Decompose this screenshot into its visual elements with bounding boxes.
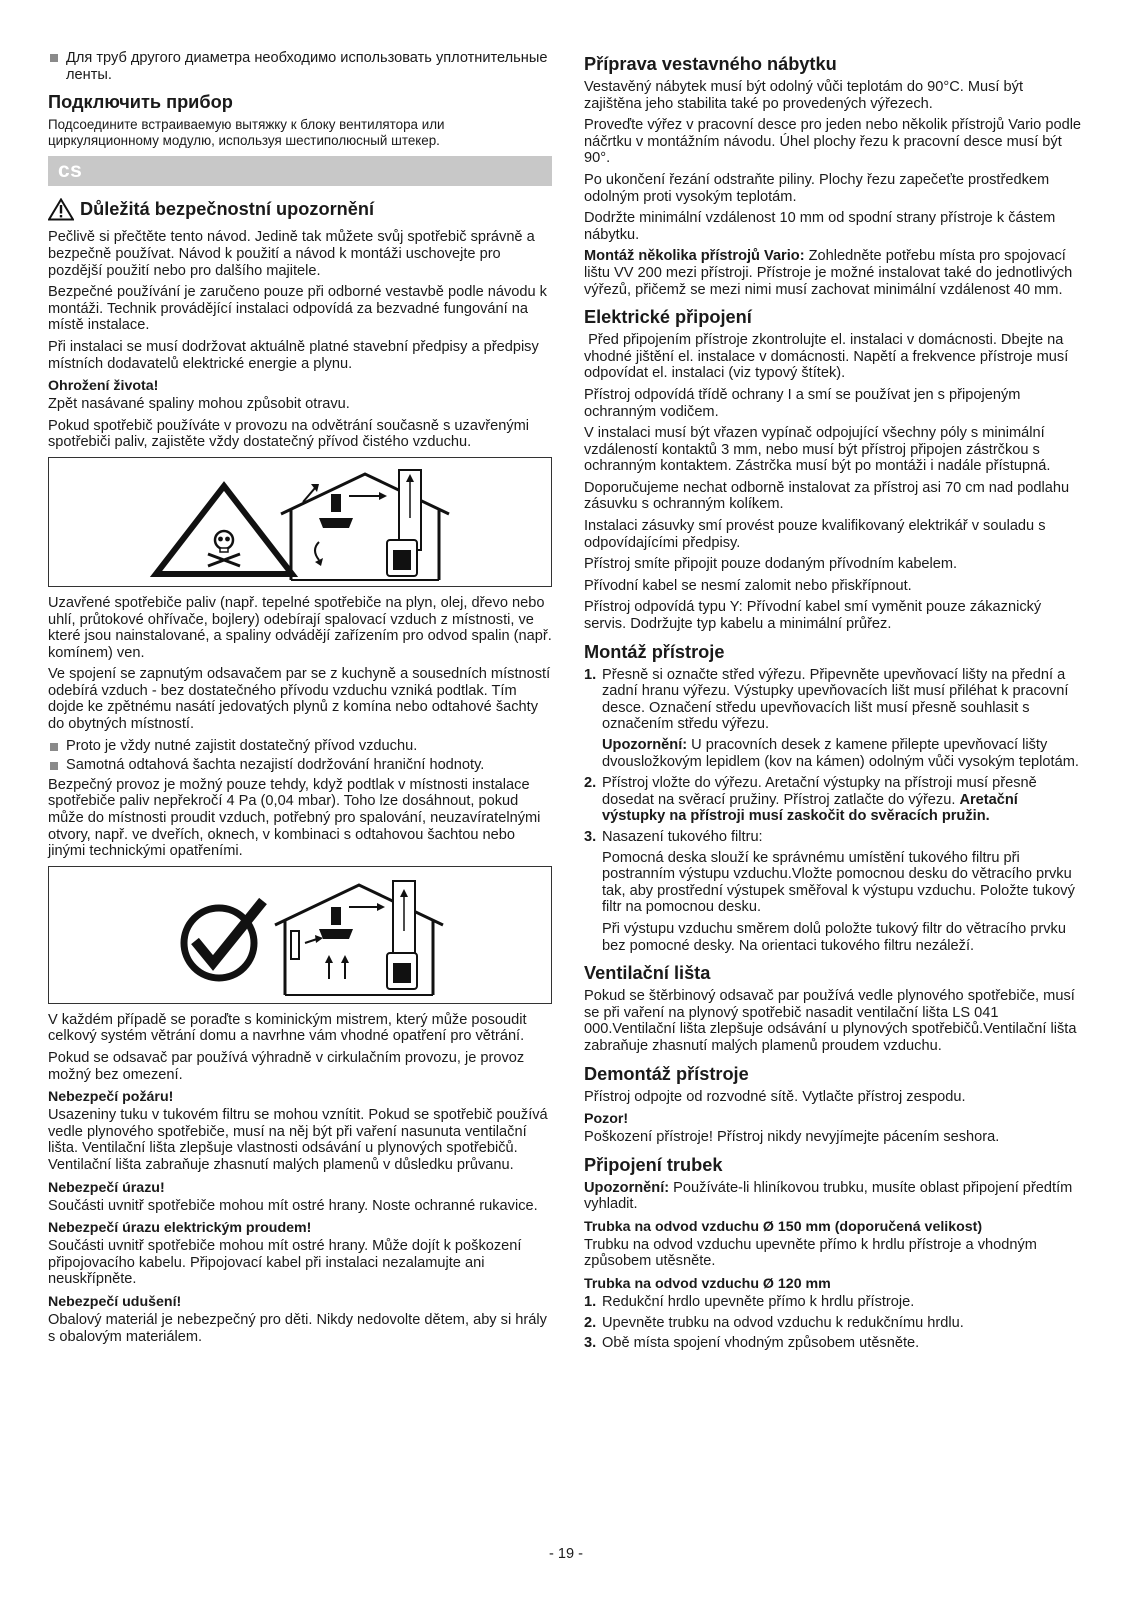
furniture-heading: Příprava vestavného nábytku	[584, 54, 837, 74]
note-label: Upozornění:	[584, 1179, 670, 1196]
step-text: Upevněte trubku na odvod vzduchu k redukčnímu hrdlu.	[602, 1314, 964, 1331]
ok-figure	[48, 866, 552, 1004]
note-label: Upozornění:	[602, 737, 688, 753]
numbered-step	[584, 775, 1084, 825]
paragraph: Ve spojení se zapnutým odsavačem par se z kuchyně a sousedních místností odebírá vzduch - bez dostatečného přívodu vzduchu vzniká podtlak. Tím dojde ke zpětnému nasátí jedovatých plynů z komína nebo odtahové šachty do obytných místností.	[48, 666, 551, 733]
paragraph: Zpět nasávané spaliny mohou způsobit otravu.	[48, 396, 350, 413]
paragraph: V každém případě se poraďte s kominickým mistrem, který může posoudit celkový systém větrání domu a navrhne vám vhodné opatření pro větrání.	[48, 1011, 527, 1045]
numbered-step	[584, 1315, 1084, 1332]
step-number: 2.	[584, 775, 597, 792]
paragraph: Přístroj smíte připojit pouze dodaným přívodním kabelem.	[584, 556, 958, 573]
paragraph: Součásti uvnitř spotřebiče mohou mít ostré hrany. Noste ochranné rukavice.	[48, 1197, 538, 1214]
step-number: 3.	[584, 1335, 597, 1352]
numbered-step	[584, 1335, 1084, 1352]
paragraph: Usazeniny tuku v tukovém filtru se mohou vznítit. Pokud se spotřebič používá vedle plynového spotřebiče, musí na něj být při vaření nasunuta ventilační lišta. Ventilační lišta zlepšuje vlastnosti odsávání u plynových spotřebičů. Ventilační lišta zabraňuje zhasnutí malých plamenů v důsledku průvanu.	[48, 1107, 548, 1173]
paragraph: Vestavěný nábytek musí být odolný vůči teplotám do 90°C. Musí být zajištěna jeho stabilita také po provedených výřezech.	[584, 79, 1024, 112]
bullet-square-icon	[50, 762, 58, 770]
mount-heading: Montáž přístroje	[584, 641, 725, 662]
paragraph: Při instalaci se musí dodržovat aktuálně platné stavební předpisy a předpisy místních dodavatelů elektrické energie a plynu.	[48, 338, 539, 372]
warning-triangle-icon	[48, 198, 74, 221]
step-text: Přesně si označte střed výřezu. Připevněte upevňovací lišty na přední a zadní hranu výřezu. Výstupky upevňovacích lišt musí přiléhat k pracovní desce. Označení středu upevňovacích lišt musí přesně souhlasit s označením středu výřezu.	[602, 666, 1069, 733]
paragraph: Trubku na odvod vzduchu upevněte přímo k hrdlu přístroje a vhodným způsobem utěsněte.	[584, 1236, 1037, 1270]
page-number: - 19 -	[548, 1546, 584, 1562]
bullet-item	[48, 738, 552, 755]
paragraph: Uzavřené spotřebiče paliv (např. tepelné spotřebiče na plyn, olej, dřevo nebo uhlí, průtokové ohřívače, bojlery) odebírají spalovací vzduch z místnosti, ve které jsou nainstalované, a spaliny odvádějí zařízením pro odvod spalin (např. komínem) ven.	[48, 594, 552, 661]
paragraph: Bezpečný provoz je možný pouze tehdy, když podtlak v místnosti instalace spotřebiče paliv nepřekročí 4 Pa (0,04 mbar). Toho lze dosáhnout, pokud může do místnosti proudit vzduch, potřebný pro spalování, neuzavíratelnými otvory, např. ve dveřích, oknech, v kombinaci s odtahovou šachtou nebo jinými technickými opatřeními.	[48, 776, 541, 860]
skull-warning-diagram	[49, 458, 553, 586]
paragraph: Při výstupu vzduchu směrem dolů položte tukový filtr do větracího prvku bez pomocné desky. Na orientaci tukového filtru nezáleží.	[602, 920, 1066, 954]
bullet-text: Samotná odtahová šachta nezajistí dodržování hraniční hodnoty.	[66, 757, 485, 774]
paragraph: Pokud spotřebič používáte v provozu na odvětrání současně s uzavřenými spotřebiči paliv, zajistěte vždy dostatečný přívod čistého vzduchu.	[48, 417, 530, 451]
pipe-120-heading: Trubka na odvod vzduchu Ø 120 mm	[584, 1276, 831, 1293]
step-text: Nasazení tukového filtru:	[602, 828, 763, 845]
bullet-square-icon	[50, 743, 58, 751]
bullet-text: Proto je vždy nutné zajistit dostatečný přívod vzduchu.	[66, 737, 418, 754]
ru-bullet	[48, 50, 552, 83]
step-bold-text: Aretační výstupky na přístroji musí zaskočit do svěracích pružin.	[602, 791, 1018, 825]
paragraph: Pečlivě si přečtěte tento návod. Jedině tak můžete svůj spotřebič správně a bezpečně používat. Návod k použití a návod k montáži uschovejte pro pozdější použití nebo pro dalšího majitele.	[48, 229, 535, 279]
bullet-square-icon	[50, 54, 58, 62]
numbered-step	[584, 1294, 1084, 1311]
paragraph: Přístroj odpovídá třídě ochrany I a smí se používat jen s připojeným ochranným vodičem.	[584, 386, 1021, 420]
paragraph: Přístroj odpovídá typu Y: Přívodní kabel smí vyměnit pouze zákaznický servis. Dodržujte typ kabelu a minimální průřez.	[584, 599, 1042, 633]
note	[584, 737, 1084, 770]
paragraph: Přívodní kabel se nesmí zalomit nebo přiskřípnout.	[584, 577, 912, 594]
step-text: Obě místa spojení vhodným způsobem utěsněte.	[602, 1335, 920, 1352]
danger-electric-heading: Nebezpečí úrazu elektrickým proudem!	[48, 1220, 312, 1237]
ru-text: Подсоедините встраиваемую вытяжку к блоку вентилятора или циркуляционному модулю, используя шестиполюсный штекер.	[48, 117, 445, 148]
pipe-150-heading: Trubka na odvod vzduchu Ø 150 mm (doporučená velikost)	[584, 1218, 983, 1235]
note-text: U pracovních desek z kamene přilepte upevňovací lišty dvousložkovým lepidlem (kov na kámen) odolným vůči vysokým teplotám.	[602, 737, 1079, 770]
danger-fire-heading: Nebezpečí požáru!	[48, 1089, 174, 1106]
numbered-step	[584, 829, 1084, 846]
paragraph: Přístroj odpojte od rozvodné sítě. Vytlačte přístroj zespodu.	[584, 1088, 966, 1105]
ru-bullet-text: Для труб другого диаметра необходимо использовать уплотнительные ленты.	[66, 50, 548, 83]
paragraph	[584, 1180, 1084, 1213]
bold-lead: Montáž několika přístrojů Vario:	[584, 248, 805, 265]
paragraph: Pokud se odsavač par používá výhradně v cirkulačním provozu, je provoz možný bez omezení.	[48, 1050, 525, 1083]
step-number: 2.	[584, 1314, 597, 1331]
danger-figure	[48, 457, 552, 587]
numbered-step	[584, 667, 1084, 733]
ru-heading: Подключить прибор	[48, 92, 233, 113]
paragraph: Obalový materiál je nebezpečný pro děti. Nikdy nedovolte dětem, aby si hrály s obalovým materiálem.	[48, 1311, 547, 1345]
demount-heading: Demontáž přístroje	[584, 1063, 749, 1084]
step-number: 1.	[584, 666, 597, 683]
safety-heading	[48, 198, 552, 221]
electric-heading: Elektrické připojení	[584, 307, 752, 328]
left-column	[48, 50, 552, 1350]
paragraph: Před připojením přístroje zkontrolujte el. instalaci v domácnosti. Dbejte na vhodné jištění el. instalace v domácnosti. Napětí a frekvence přístroje musí odpovídat el. instalaci (viz typový štítek).	[584, 332, 1073, 382]
paragraph: Doporučujeme nechat odborně instalovat za přístroj asi 70 cm nad podlahu zásuvku s ochranným kolíkem.	[584, 479, 1070, 513]
step-text: Redukční hrdlo upevněte přímo k hrdlu přístroje.	[602, 1294, 915, 1311]
bullet-item	[48, 757, 552, 774]
safety-heading-text: Důležitá bezpečnostní upozornění	[80, 199, 375, 220]
language-bar: cs	[48, 156, 552, 186]
paragraph: Dodržte minimální vzdálenost 10 mm od spodní strany přístroje k částem nábytku.	[584, 210, 1056, 243]
paragraph: Pokud se štěrbinový odsavač par používá vedle plynového spotřebiče, musí se při vaření na plynový spotřebič nasadit ventilační lišta LS 041 000.Ventilační lišta zlepšuje odsávání u plynových spotřebičů.Ventilační lišta zabraňuje zhasnutí malých plamenů proudem vzduchu.	[584, 988, 1077, 1054]
checkmark-ventilation-diagram	[49, 867, 553, 1003]
step-text: Přístroj vložte do výřezu. Aretační výstupky na přístroji musí přesně dosedat na svěrací pružiny. Přístroj zatlačte do výřezu.	[602, 775, 1037, 808]
paragraph: Proveďte výřez v pracovní desce pro jeden nebo několik přístrojů Vario podle náčrtku v montážním návodu. Úhel plochy řezu k pracovní desce musí být 90°.	[584, 117, 1082, 167]
pipes-heading: Připojení trubek	[584, 1154, 723, 1175]
paragraph	[584, 248, 1084, 298]
danger-life-heading: Ohrožení života!	[48, 378, 159, 395]
vent-heading: Ventilační lišta	[584, 963, 711, 984]
paragraph: Po ukončení řezání odstraňte piliny. Plochy řezu zapečeťte prostředkem odolným proti vysokým teplotám.	[584, 171, 1050, 205]
paragraph: Součásti uvnitř spotřebiče mohou mít ostré hrany. Může dojít k poškození připojovacího kabelu. Připojovací kabel při instalaci nezalamujte ani neuskřípněte.	[48, 1238, 522, 1288]
step-number: 1.	[584, 1294, 597, 1311]
paragraph: V instalaci musí být vřazen vypínač odpojující všechny póly s minimální vzdáleností kontaktů 3 mm, nebo musí být přístroj připojen zástrčkou s ochranným kontaktem. Zástrčka musí být po montáži i nadále přístupná.	[584, 425, 1051, 475]
paragraph: Instalaci zásuvky smí provést pouze kvalifikovaný elektrikář v souladu s odpovídajícími předpisy.	[584, 518, 1046, 551]
caution-heading: Pozor!	[584, 1111, 629, 1128]
right-column	[584, 50, 1084, 1356]
paragraph: Poškození přístroje! Přístroj nikdy nevyjímejte pácením seshora.	[584, 1129, 1000, 1146]
danger-suffocation-heading: Nebezpečí udušení!	[48, 1293, 182, 1310]
paragraph: Bezpečné používání je zaručeno pouze při odborné vestavbě podle návodu k montáži. Technik provádějící instalaci odpovídá za bezvadné fungování na místě instalace.	[48, 284, 547, 334]
danger-injury-heading: Nebezpečí úrazu!	[48, 1179, 165, 1196]
paragraph-text: Používáte-li hliníkovou trubku, musíte oblast připojení předtím vyhladit.	[584, 1179, 1073, 1213]
step-number: 3.	[584, 828, 597, 845]
paragraph-text: Zohledněte potřebu místa pro spojovací lištu VV 200 mezi přístroji. Přístroje je možné instalovat také do jednotlivých výřezů, přičemž se mezi nimi musí zachovat minimální vzdálenost 40 mm.	[584, 248, 1073, 298]
paragraph: Pomocná deska slouží ke správnému umístění tukového filtru při postranním výstupu vzduchu.Vložte pomocnou desku do větracího prvku tak, aby prostřední výstupek směřoval k výstupu vzduchu. Položte tukový filtr na pomocnou desku.	[602, 849, 1075, 916]
